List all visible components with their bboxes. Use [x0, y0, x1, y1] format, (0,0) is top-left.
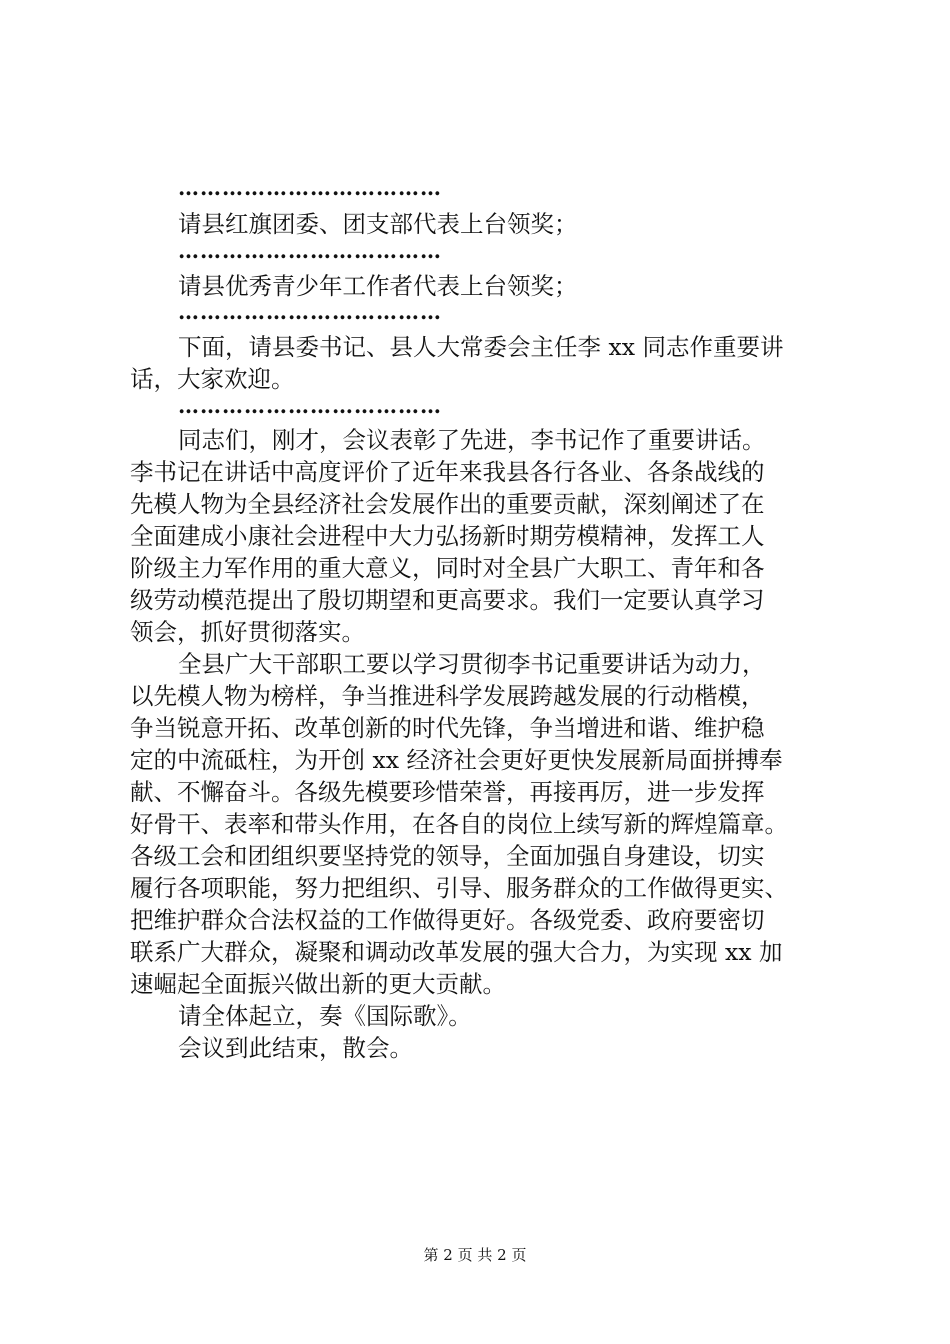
paragraph-line: 好骨干、表率和带头作用，在各自的岗位上续写新的辉煌篇章。 — [130, 810, 788, 838]
speech-intro-line: 话，大家欢迎。 — [130, 365, 295, 393]
paragraph-line: 把维护群众合法权益的工作做得更好。各级党委、政府要密切 — [130, 906, 765, 934]
ellipsis-separator: ……………………………… — [178, 175, 442, 200]
anthem-line: 请全体起立，奏《国际歌》。 — [178, 1002, 472, 1030]
paragraph-line: 各级工会和团组织要坚持党的领导，全面加强自身建设，切实 — [130, 842, 765, 870]
paragraph-line: 全面建成小康社会进程中大力弘扬新时期劳模精神，发挥工人 — [130, 522, 765, 550]
paragraph-line: 全县广大干部职工要以学习贯彻李书记重要讲话为动力， — [178, 650, 766, 678]
paragraph-line: 定的中流砥柱，为开创 xx 经济社会更好更快发展新局面拼搏奉 — [130, 746, 783, 774]
ellipsis-separator: ……………………………… — [178, 393, 442, 418]
closing-line: 会议到此结束，散会。 — [178, 1034, 413, 1062]
award-announcement: 请县优秀青少年工作者代表上台领奖； — [178, 272, 578, 300]
speech-intro-line: 下面，请县委书记、县人大常委会主任李 xx 同志作重要讲 — [178, 333, 784, 361]
paragraph-line: 献、不懈奋斗。各级先模要珍惜荣誉，再接再厉，进一步发挥 — [130, 778, 765, 806]
paragraph-line: 履行各项职能，努力把组织、引导、服务群众的工作做得更实、 — [130, 874, 788, 902]
ellipsis-separator: ……………………………… — [178, 238, 442, 263]
paragraph-line: 阶级主力军作用的重大意义，同时对全县广大职工、青年和各 — [130, 554, 765, 582]
paragraph-line: 李书记在讲话中高度评价了近年来我县各行各业、各条战线的 — [130, 458, 765, 486]
paragraph-line: 速崛起全面振兴做出新的更大贡献。 — [130, 970, 506, 998]
paragraph-line: 争当锐意开拓、改革创新的时代先锋，争当增进和谐、维护稳 — [130, 714, 765, 742]
paragraph-line: 联系广大群众，凝聚和调动改革发展的强大合力，为实现 xx 加 — [130, 938, 783, 966]
paragraph-line: 领会，抓好贯彻落实。 — [130, 618, 365, 646]
paragraph-line: 先模人物为全县经济社会发展作出的重要贡献，深刻阐述了在 — [130, 490, 765, 518]
page-footer: 第 2 页 共 2 页 — [423, 1246, 527, 1264]
ellipsis-separator: ……………………………… — [178, 299, 442, 324]
paragraph-line: 以先模人物为榜样，争当推进科学发展跨越发展的行动楷模， — [130, 682, 765, 710]
paragraph-line: 同志们，刚才，会议表彰了先进，李书记作了重要讲话。 — [178, 426, 766, 454]
award-announcement: 请县红旗团委、团支部代表上台领奖； — [178, 210, 578, 238]
paragraph-line: 级劳动模范提出了殷切期望和更高要求。我们一定要认真学习 — [130, 586, 765, 614]
